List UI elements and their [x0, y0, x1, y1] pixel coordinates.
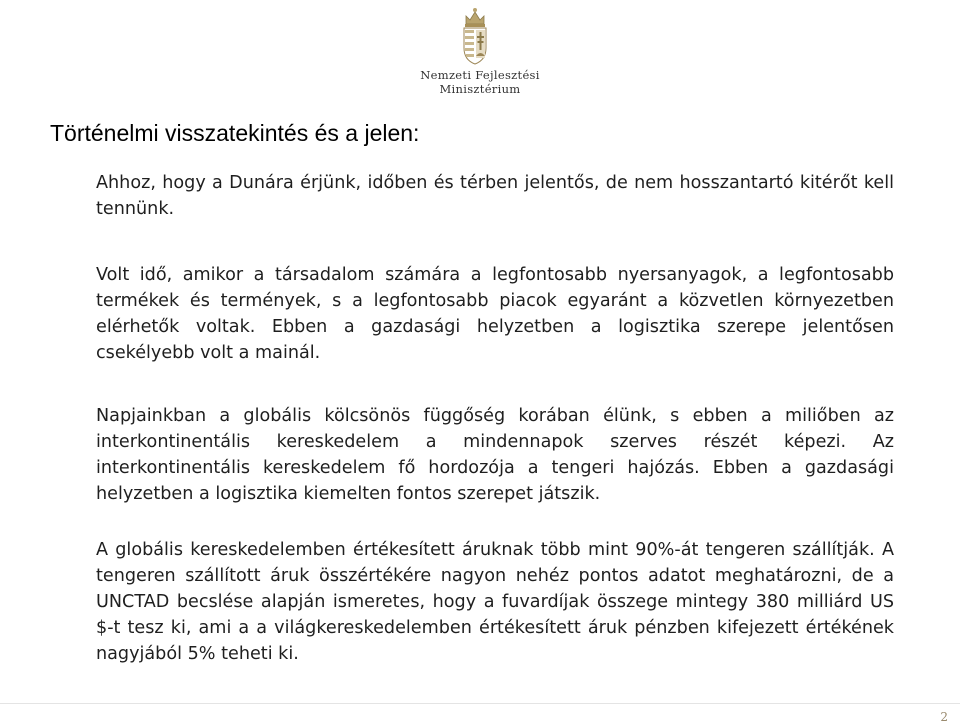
paragraph-text: Napjainkban a globális kölcsönös függőség korában élünk, s ebben a miliőben az interkontinentális kereskedelem a mindennapok szerves részét képezi. Az interkontinentális kereskedelem fő hordozója a tengeri hajózás. Ebben a gazdasági helyzetben a logisztika kiemelten fontos szerepet játszik. [96, 406, 894, 504]
coat-of-arms-icon [460, 6, 490, 68]
ministry-logo [400, 6, 560, 98]
footer-divider [0, 703, 960, 704]
ministry-name-line1: Nemzeti Fejlesztési [420, 68, 540, 82]
paragraph-2 [96, 262, 894, 366]
paragraph-text: Volt idő, amikor a társadalom számára a legfontosabb nyersanyagok, a legfontosabb termékek és termények, s a legfontosabb piacok egyaránt a közvetlen környezetben elérhetők voltak. Ebben a gazdasági helyzetben a logisztika szerepe jelentősen csekélyebb volt a mainál. [96, 265, 894, 363]
paragraph-1 [96, 170, 894, 222]
paragraph-text: Ahhoz, hogy a Dunára érjünk, időben és térben jelentős, de nem hosszantartó kitérőt kell tennünk. [96, 173, 894, 219]
page-number: 2 [940, 710, 948, 724]
paragraph-text: A globális kereskedelemben értékesített áruknak több mint 90%-át tengeren szállítják. A tengeren szállított áruk összértékére nagyon nehéz pontos adatot meghatározni, de a UNCTAD becslése alapján ismeretes, hogy a fuvardíjak összege mintegy 380 milliárd US $-t tesz ki, ami a a világkereskedelemben értékesített áruk pénzben kifejezett értékének nagyjából 5% teheti ki. [96, 540, 894, 664]
paragraph-4 [96, 537, 894, 667]
paragraph-3 [96, 403, 894, 507]
ministry-name-line2: Minisztérium [439, 82, 521, 96]
slide-title: Történelmi visszatekintés és a jelen: [50, 120, 420, 146]
